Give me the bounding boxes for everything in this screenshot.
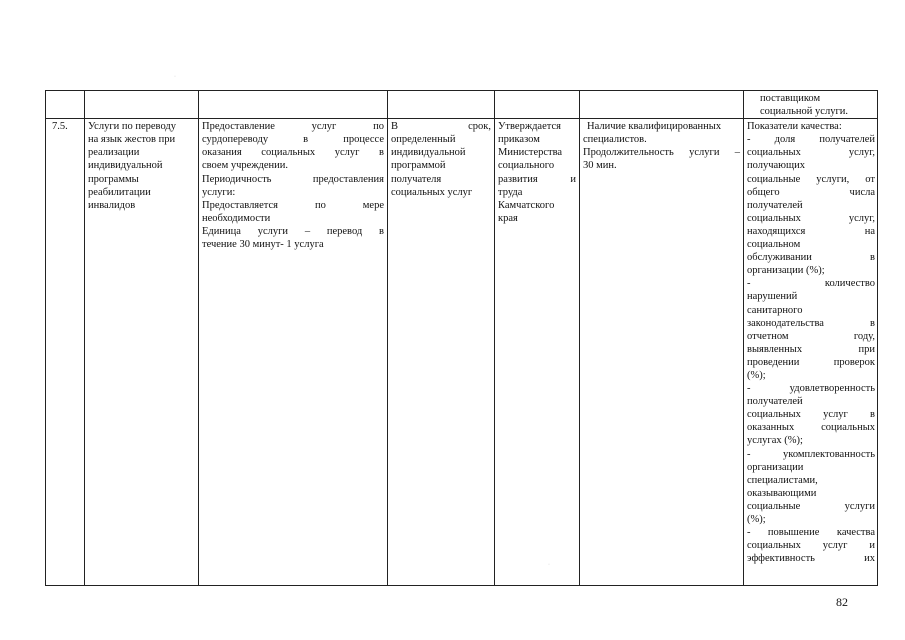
scan-dot: · [174,74,176,80]
cell-empty [580,91,744,119]
quality-indicators: Показатели качества: - доля получателей социальных услуг, получающих социальные услуги, от общего числа получателей социальных услуг, находящихся на социальном обслуживании в организации (%); - количество нарушений санитарного законодательства в отчетном году, выявленных при проведении проверок (%); - удовлетворенность получателей социальных услуг в оказанных социальных услугах (%); - укомплектованность организации специалистами, оказывающими социальные услуги (%); - повышение качества социальных услуг и эффективность их [744,119,878,586]
table-row [46,119,878,586]
service-description: Предоставление услуг по сурдопереводу в процессе оказания социальных услуг в своем учреждении. Периодичность предоставления услуги: Предоставляется по мере необходимости Единица услуги – перевод в течение 30 минут- 1 услуга [199,119,388,586]
row-number: 7.5. [46,119,85,586]
service-conditions: Наличие квалифицированных специалистов. Продолжительность услуги – 30 мин. [580,119,744,586]
cell-continued-text: поставщиком социальной услуги. [744,91,878,119]
service-tariff: Утверждается приказом Министерства социального развития и труда Камчатского края [495,119,580,586]
cell-empty [388,91,495,119]
cell-empty [46,91,85,119]
service-name: Услуги по переводу на язык жестов при реализации индивидуальной программы реабилитации инвалидов [85,119,199,586]
cell-empty [199,91,388,119]
service-standards-table [45,90,878,586]
page-number: 82 [836,595,848,609]
table-row-continued [46,91,878,119]
cell-empty [495,91,580,119]
cell-empty [85,91,199,119]
service-deadline: В срок, определенный индивидуальной программой получателя социальных услуг [388,119,495,586]
scan-dot: · [548,562,550,568]
